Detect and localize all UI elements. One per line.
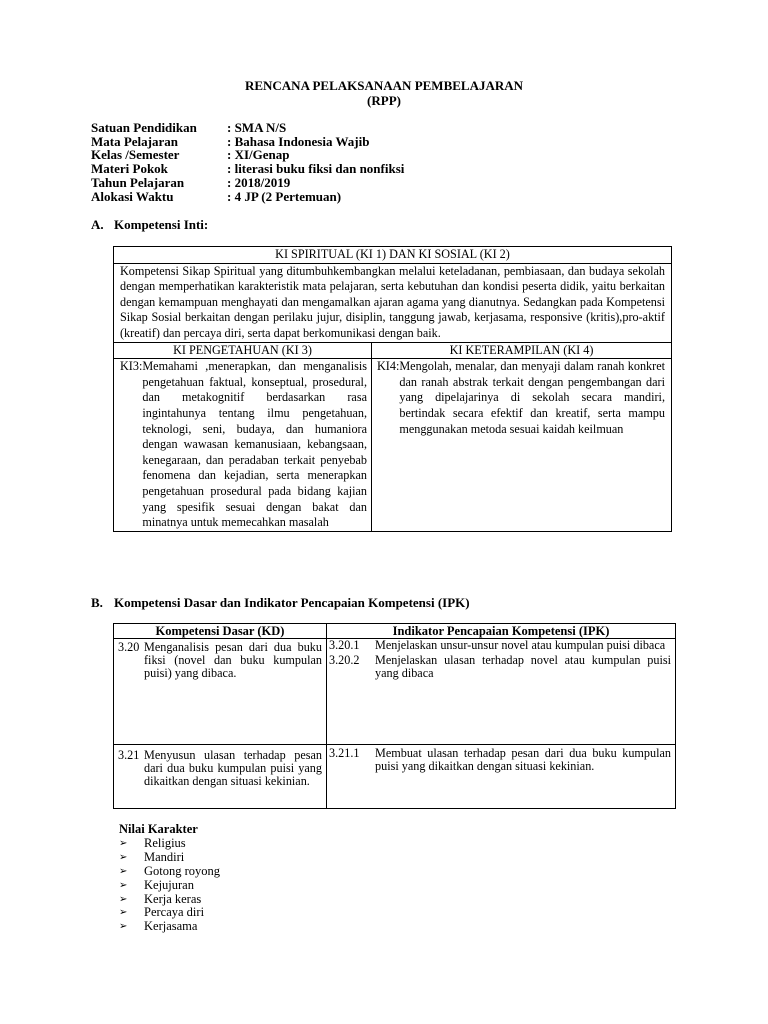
meta-row xyxy=(91,162,404,176)
meta-key: Alokasi Waktu xyxy=(91,188,174,204)
kompetensi-inti-table xyxy=(113,246,672,532)
ipk-text: Membuat ulasan terhadap pesan dari dua buku kumpulan puisi yang dikaitkan dengan situasi kekinian. xyxy=(375,746,671,774)
list-item xyxy=(119,893,220,907)
arrow-bullet-icon: ➢ xyxy=(119,907,128,919)
list-item xyxy=(119,865,220,879)
meta-key: Mata Pelajaran xyxy=(91,133,179,149)
list-item-label: Kerja keras xyxy=(144,891,202,906)
ipk-cell xyxy=(327,745,676,809)
arrow-bullet-icon: ➢ xyxy=(119,893,128,905)
section-a-letter: A. xyxy=(91,217,104,232)
arrow-bullet-icon: ➢ xyxy=(119,865,128,877)
ki3-header: KI PENGETAHUAN (KI 3) xyxy=(114,342,372,359)
ipk-number: 3.20.2 xyxy=(329,653,360,668)
meta-row xyxy=(91,176,404,190)
arrow-bullet-icon: ➢ xyxy=(119,879,128,891)
ki4-label: KI4: xyxy=(377,359,400,374)
list-item xyxy=(119,851,220,865)
ipk-text: Menjelaskan unsur-unsur novel atau kumpulan puisi dibaca xyxy=(375,638,666,652)
kd-cell xyxy=(114,639,327,745)
meta-value: : Bahasa Indonesia Wajib xyxy=(227,133,370,149)
meta-key: Tahun Pelajaran xyxy=(91,174,185,190)
list-item xyxy=(119,920,220,934)
list-item-label: Gotong royong xyxy=(144,863,221,878)
list-item-label: Kerjasama xyxy=(144,919,198,934)
ki1-ki2-text: Kompetensi Sikap Spiritual yang ditumbuhkembangkan melalui keteladanan, pembiasaan, dan budaya sekolah dengan memperhatikan karakteristik mata pelajaran, serta kebutuhan dan kondisi peserta didik, yaitu berkaitan dengan kemampuan menghayati dan mengamalkan ajaran agama yang dianutnya. Sedangkan pada Kompetensi Sikap Sosial berkaitan dengan perilaku jujur, disiplin, tanggung jawab, kerjasama, responsive (kritis),pro-aktif (kreatif) dan percaya diri, serta dapat berkomunikasi dengan baik. xyxy=(114,263,672,342)
document-title: RENCANA PELAKSANAAN PEMBELAJARAN xyxy=(244,78,524,93)
nilai-karakter-block xyxy=(119,823,220,934)
list-item xyxy=(119,879,220,893)
kd-column-header: Kompetensi Dasar (KD) xyxy=(114,624,327,639)
ki3-label: KI3: xyxy=(120,359,143,374)
list-item-label: Religius xyxy=(144,835,186,850)
ki4-header: KI KETERAMPILAN (KI 4) xyxy=(372,342,672,359)
document-subtitle: (RPP) xyxy=(367,93,401,108)
meta-key: Kelas /Semester xyxy=(91,147,180,163)
identity-block xyxy=(91,121,404,203)
meta-value: : 4 JP (2 Pertemuan) xyxy=(227,188,342,204)
arrow-bullet-icon: ➢ xyxy=(119,921,128,933)
section-b-letter: B. xyxy=(91,595,103,610)
list-item-label: Kejujuran xyxy=(144,877,194,892)
section-b-heading xyxy=(91,595,470,610)
nilai-karakter-title: Nilai Karakter xyxy=(119,822,198,836)
section-a-heading xyxy=(91,217,208,232)
list-item xyxy=(119,837,220,851)
meta-row xyxy=(91,121,404,135)
arrow-bullet-icon: ➢ xyxy=(119,837,128,849)
kd-number: 3.20 xyxy=(118,640,140,654)
meta-row xyxy=(91,148,404,162)
section-b-title: Kompetensi Dasar dan Indikator Pencapaian Kompetensi (IPK) xyxy=(114,595,470,610)
ki3-text: Memahami ,menerapkan, dan menganalisis pengetahuan faktual, konseptual, prosedural, dan metakognitif berdasarkan rasa ingintahunya tentang ilmu pengetahuan, teknologi, seni, budaya, dan humaniora dengan wawasan kemanusiaan, kebangsaan, kenegaraan, dan peradaban terkait penyebab fenomena dan kejadian, serta menerapkan pengetahuan prosedural pada bidang kajian yang spesifik sesuai dengan bakat dan minatnya untuk memecahkan masalah xyxy=(142,359,367,530)
table-row xyxy=(114,639,676,745)
list-item-label: Percaya diri xyxy=(144,905,205,920)
meta-value: : SMA N/S xyxy=(227,120,287,135)
meta-value: : literasi buku fiksi dan nonfiksi xyxy=(227,161,405,177)
meta-value: : 2018/2019 xyxy=(227,174,291,190)
arrow-bullet-icon: ➢ xyxy=(119,851,128,863)
kd-text: Menganalisis pesan dari dua buku fiksi (novel dan buku kumpulan puisi) yang dibaca. xyxy=(144,640,322,681)
kd-number: 3.21 xyxy=(118,748,140,762)
ki3-cell xyxy=(114,359,372,532)
ki4-cell xyxy=(372,359,672,532)
ipk-number: 3.21.1 xyxy=(329,746,360,760)
list-item xyxy=(119,906,220,920)
ki1-ki2-header: KI SPIRITUAL (KI 1) DAN KI SOSIAL (KI 2) xyxy=(114,247,672,264)
kd-cell xyxy=(114,745,327,809)
ipk-column-header: Indikator Pencapaian Kompetensi (IPK) xyxy=(327,624,676,639)
kd-text: Menyusun ulasan terhadap pesan dari dua buku kumpulan puisi yang dikaitkan dengan situasi kekinian. xyxy=(144,748,322,789)
meta-key: Materi Pokok xyxy=(91,161,168,177)
ipk-number: 3.20.1 xyxy=(329,638,360,652)
meta-row xyxy=(91,190,404,204)
list-item-label: Mandiri xyxy=(144,849,185,864)
nilai-karakter-list xyxy=(119,837,220,934)
meta-key: Satuan Pendidikan xyxy=(91,120,197,135)
ipk-cell xyxy=(327,639,676,745)
kd-ipk-table xyxy=(113,623,676,809)
meta-row xyxy=(91,135,404,149)
section-a-title: Kompetensi Inti: xyxy=(114,217,209,232)
table-row xyxy=(114,745,676,809)
ipk-text: Menjelaskan ulasan terhadap novel atau kumpulan puisi yang dibaca xyxy=(375,653,671,681)
ki4-text: Mengolah, menalar, dan menyaji dalam ranah konkret dan ranah abstrak terkait dengan pengembangan dari yang dipelajarinya di sekolah secara mandiri, bertindak secara efektif dan kreatif, serta mampu menggunakan metoda sesuai kaidah keilmuan xyxy=(399,359,665,436)
meta-value: : XI/Genap xyxy=(227,147,290,163)
